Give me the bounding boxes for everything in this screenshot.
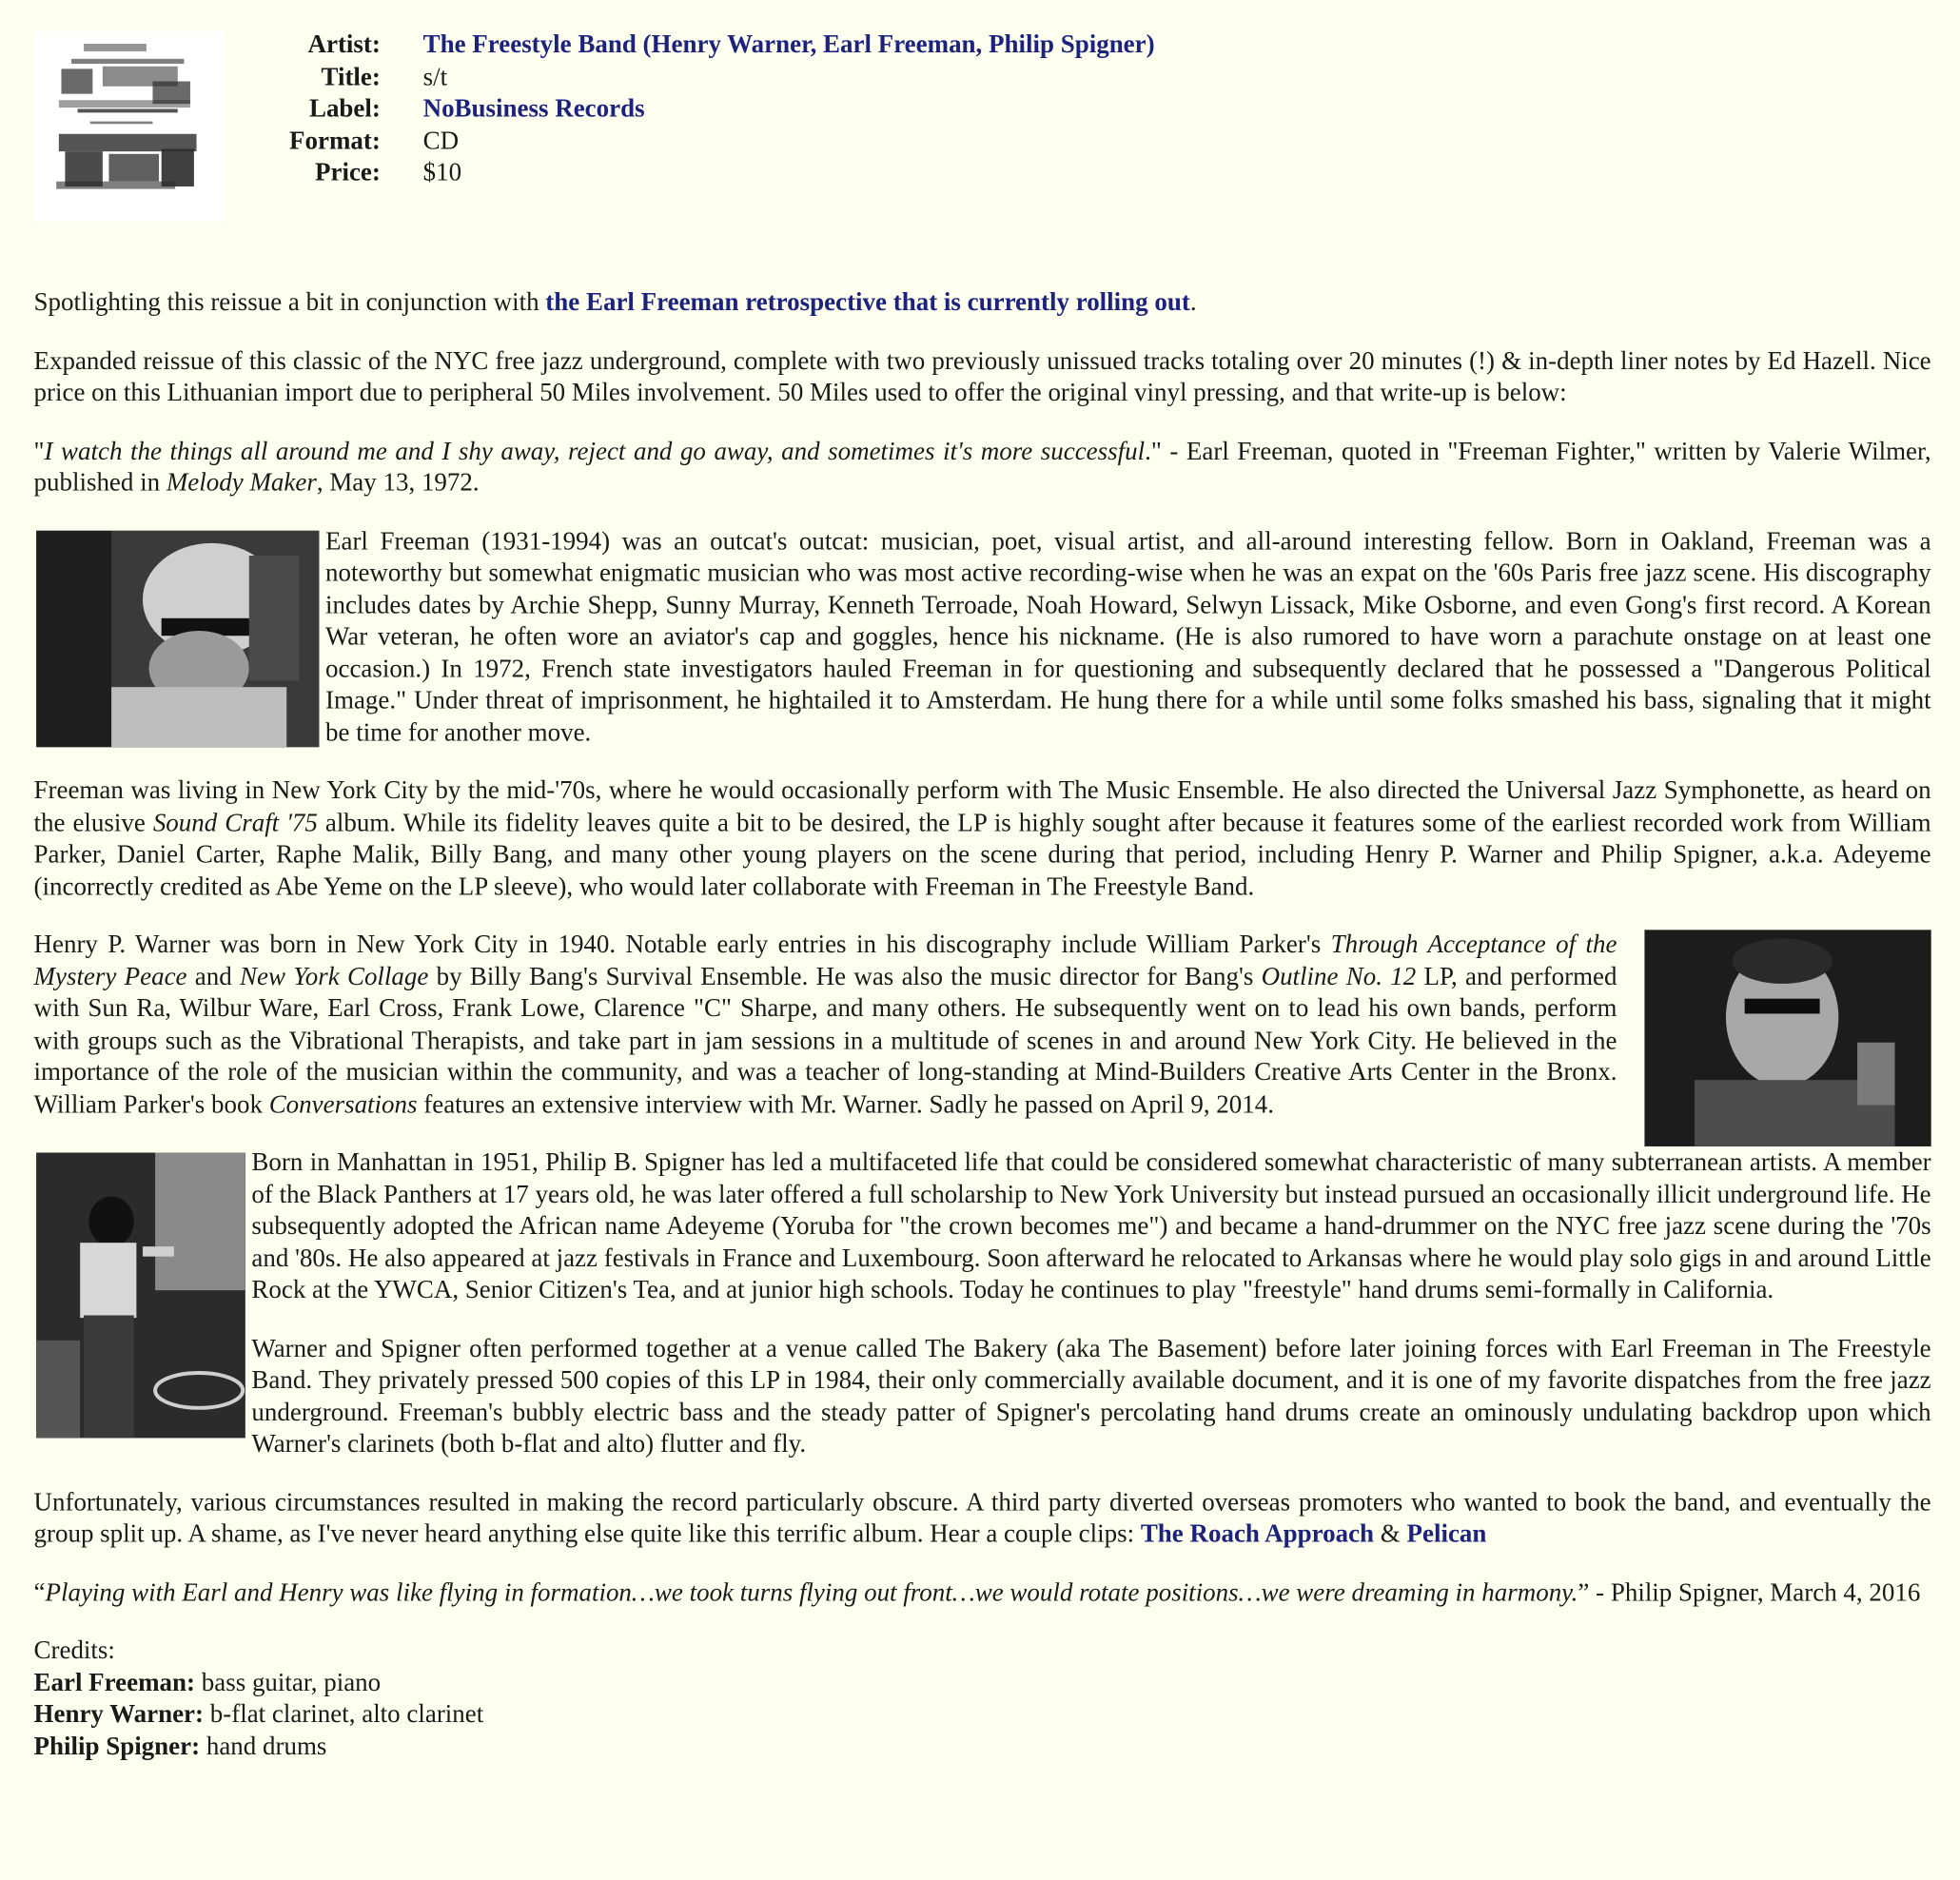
album-new-york-collage: New York Collage <box>240 963 429 991</box>
credit-item <box>34 1668 1931 1700</box>
warner-text-d: LP, and performed with Sun Ra, Wilbur Ware, Earl Cross, Frank Lowe, Clarence "C" Sharpe, and many others. He subsequently went on to lead his own bands, perform with groups such as the Vibrational Therapists, and take part in jam sessions in a multitude of scenes in and around New York City. He believed in the importance of the role of the musician within the community, and was a teacher of long-standing at Mind-Builders Creative Arts Center in the Bronx. William Parker's book <box>33 963 1617 1119</box>
quote-open: " <box>33 437 45 465</box>
credit-name: Henry Warner: <box>33 1700 205 1729</box>
price-row <box>250 158 1155 190</box>
title-label: Title: <box>321 63 381 91</box>
quote-attribution: ." - Earl Freeman, quoted in "Freeman Fighter," written by Valerie Wilmer, published in <box>33 437 1931 498</box>
artist-row <box>250 30 1155 63</box>
album-through-acceptance: Through Acceptance of the Mystery Peace <box>33 930 1617 991</box>
quote-text: I watch the things all around me and I shy away, reject and go away, and sometimes it's more successful <box>44 437 1146 465</box>
title-value: s/t <box>422 63 448 91</box>
price-label: Price: <box>315 159 381 186</box>
credit-role: hand drums <box>200 1733 327 1761</box>
record-label-link[interactable]: NoBusiness Records <box>422 94 645 123</box>
clip-pelican-link[interactable]: Pelican <box>1406 1520 1487 1549</box>
credit-name: Earl Freeman: <box>33 1669 196 1697</box>
spigner-bio-paragraph: Born in Manhattan in 1951, Philip B. Spigner has led a multifaceted life that could be considered somewhat characteristic of many subterranean artists. A member of the Black Panthers at 17 years old, he was later offered a full scholarship to New York University but instead pursued an occasionally illicit underground life. He subsequently adopted the African name Adeyeme (Yoruba for "the crown becomes me") and became a hand-drummer on the NYC free jazz scene during the '70s and '80s. He also appeared at jazz festivals in France and Luxembourg. Soon afterward he relocated to Arkansas where he would play solo gigs in and around Little Rock at the YWCA, Senior Citizen's Tea, and at junior high schools. Today he continues to play "freestyle" hand drums semi-formally in California. <box>251 1148 1931 1304</box>
quote2-text: Playing with Earl and Henry was like flying in formation…we took turns flying out front…we would rotate positions…we were dreaming in harmony. <box>45 1578 1578 1607</box>
obscure-paragraph <box>34 1487 1931 1551</box>
obscure-text: Unfortunately, various circumstances resulted in making the record particularly obscure. A third party diverted overseas promoters who wanted to book the band, and eventually the group split up. A shame, as I've never heard anything else quite like this terrific album. Hear a couple clips: <box>33 1488 1931 1549</box>
book-conversations: Conversations <box>268 1090 418 1119</box>
nyc-text-b: album. While its fidelity leaves quite a bit to be desired, the LP is highly sought after because it features some of the earliest recorded work from William Parker, Daniel Carter, Raphe Malik, Billy Bang, and many other young players on the scene during that period, including Henry P. Warner and Philip Spigner, a.k.a. Adeyeme (incorrectly credited as Abe Yeme on the LP sleeve), who would later collaborate with Freeman in The Freestyle Band. <box>33 809 1931 901</box>
warner-text-a: Henry P. Warner was born in New York City in 1940. Notable early entries in his discography include William Parker's <box>33 930 1331 959</box>
credit-item <box>34 1699 1931 1732</box>
format-value: CD <box>422 127 460 155</box>
credits-heading: Credits: <box>33 1636 115 1665</box>
warner-text-b: and <box>186 963 241 991</box>
format-label: Format: <box>289 127 381 155</box>
quote2-attribution: ” - Philip Spigner, March 4, 2016 <box>1578 1578 1921 1607</box>
credit-role: b-flat clarinet, alto clarinet <box>204 1700 484 1729</box>
title-row <box>250 62 1155 94</box>
intro-text: Spotlighting this reissue a bit in conjunction with <box>33 288 546 317</box>
credits-section <box>34 1635 1931 1763</box>
henry-warner-photo <box>1644 930 1931 1146</box>
philip-spigner-photo <box>36 1152 245 1438</box>
credit-item <box>34 1732 1931 1764</box>
nyc-paragraph <box>34 776 1931 904</box>
quote2-open: “ <box>33 1578 46 1607</box>
intro-end: . <box>1189 288 1197 317</box>
earl-freeman-photo <box>36 530 319 747</box>
price-value: $10 <box>422 159 462 186</box>
freeman-bio-paragraph: Earl Freeman (1931-1994) was an outcat's outcat: musician, poet, visual artist, and all-around interesting fellow. Born in Oakland, Freeman was a noteworthy but somewhat enigmatic musician who was most active recording-wise when he was an expat on the '60s Paris free jazz scene. His discography includes dates by Archie Shepp, Sunny Murray, Kenneth Terroade, Noah Howard, Selwyn Lissack, Mike Osborne, and even Gong's first record. A Korean War veteran, he often wore an aviator's cap and goggles, hence his nickname. (He is also rumored to have worn a parachute onstage on at least one occasion.) In 1972, French state investigators hauled Freeman in for questioning and subsequently declared that he possessed a "Dangerous Political Image." Under threat of imprisonment, he hightailed it to Amsterdam. He hung there for a while until some folks smashed his bass, signaling that it might be time for another move. <box>325 527 1931 747</box>
clip-roach-approach-link[interactable]: The Roach Approach <box>1140 1520 1375 1549</box>
credit-role: bass guitar, piano <box>195 1669 382 1697</box>
description <box>34 288 1931 1764</box>
spigner-quote <box>34 1577 1931 1610</box>
artist-label: Artist: <box>307 30 381 59</box>
artist-link[interactable]: The Freestyle Band (Henry Warner, Earl Freeman, Philip Spigner) <box>422 30 1155 59</box>
bakery-paragraph: Warner and Spigner often performed together at a venue called The Bakery (aka The Basement) before later joining forces with Earl Freeman in The Freestyle Band. They privately pressed 500 copies of this LP in 1984, their only commercially available document, and it is one of my favorite dispatches from the free jazz underground. Freeman's bubbly electric bass and the steady patter of Spigner's percolating hand drums create an ominously undulating backdrop upon which Warner's clarinets (both b-flat and alto) flutter and fly. <box>251 1334 1931 1459</box>
album-cover-image[interactable] <box>34 31 225 222</box>
label-row <box>250 94 1155 127</box>
format-row <box>250 126 1155 158</box>
reissue-paragraph: Expanded reissue of this classic of the NYC free jazz underground, complete with two previously unissued tracks totaling over 20 minutes (!) & in-depth liner notes by Ed Hazell. Nice price on this Lithuanian import due to peripheral 50 Miles involvement. 50 Miles used to offer the original vinyl pressing, and that write-up is below: <box>33 347 1931 407</box>
credit-name: Philip Spigner: <box>33 1733 201 1761</box>
warner-text-e: features an extensive interview with Mr. Warner. Sadly he passed on April 9, 2014. <box>417 1090 1274 1119</box>
quote-publication: Melody Maker <box>166 469 317 498</box>
product-header <box>0 0 1960 250</box>
album-info-table <box>250 30 1155 190</box>
nyc-text-a: Freeman was living in New York City by the mid-'70s, where he would occasionally perform with The Music Ensemble. He also directed the Universal Jazz Symphonette, as heard on the elusive <box>33 776 1931 837</box>
quote-date: , May 13, 1972. <box>316 469 480 498</box>
freeman-quote <box>34 436 1931 499</box>
label-label: Label: <box>308 94 381 123</box>
album-outline-no-12: Outline No. 12 <box>1261 963 1417 991</box>
clip-separator: & <box>1374 1520 1407 1549</box>
retrospective-link[interactable]: the Earl Freeman retrospective that is currently rolling out <box>545 288 1190 317</box>
warner-text-c: by Billy Bang's Survival Ensemble. He was also the music director for Bang's <box>428 963 1262 991</box>
sound-craft-title: Sound Craft '75 <box>152 809 318 837</box>
intro-paragraph <box>34 288 1931 321</box>
